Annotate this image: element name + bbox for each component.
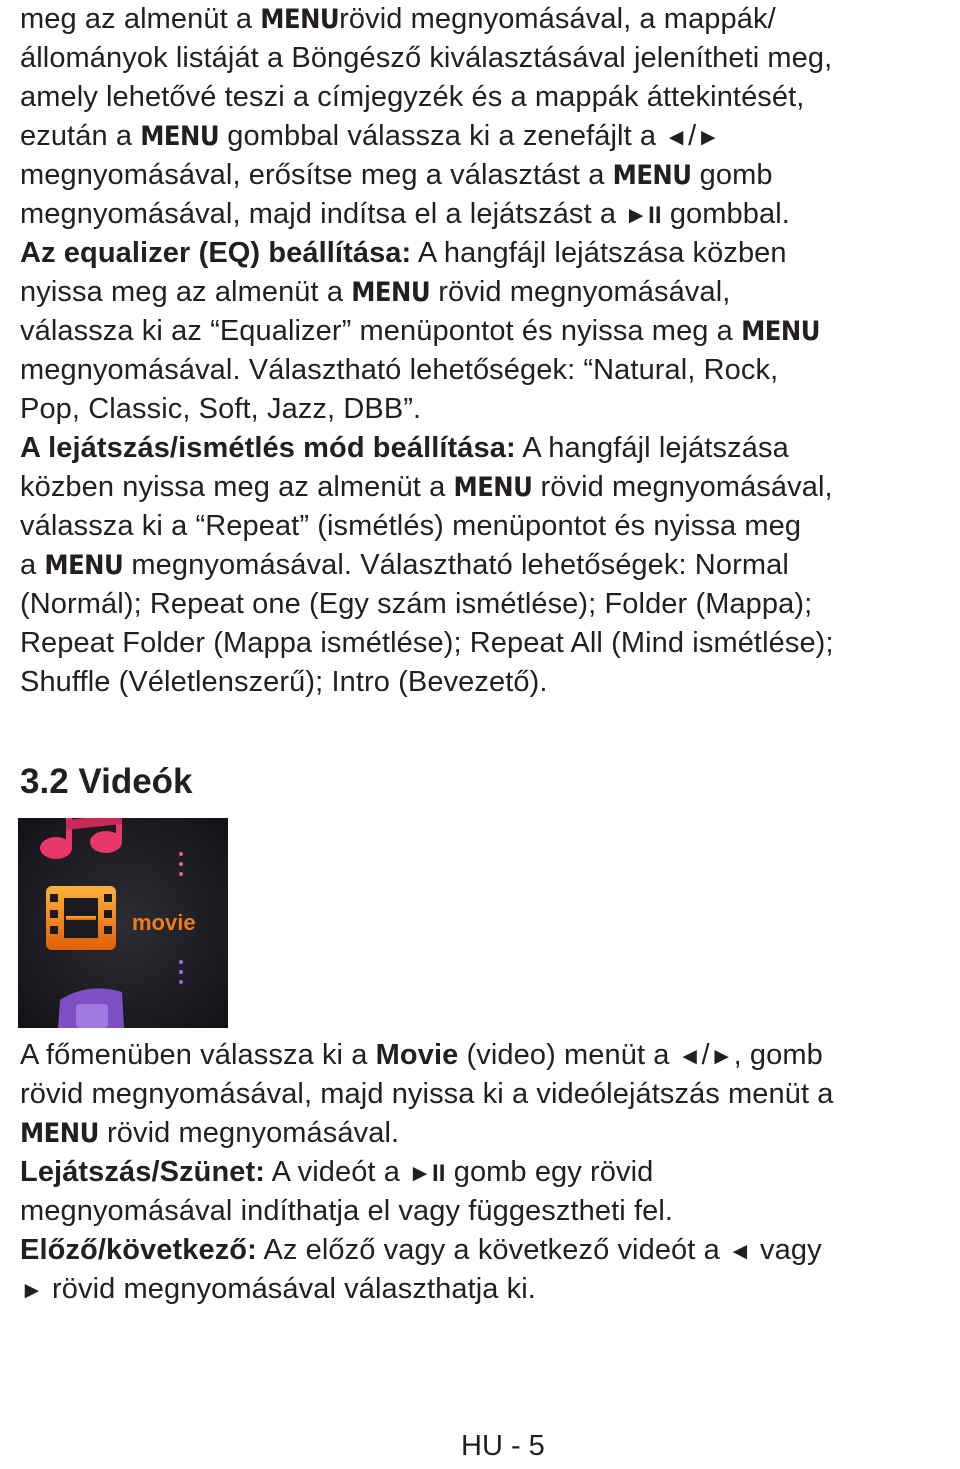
movie-label: movie xyxy=(132,910,196,935)
right-arrow-icon: ► xyxy=(20,1277,44,1304)
repeat-mode-heading: A lejátszás/ismétlés mód beállítása: xyxy=(20,432,516,464)
menu-key-symbol: MENU xyxy=(140,121,220,152)
text-line: Repeat Folder (Mappa ismétlése); Repeat All (Mind ismétlése); xyxy=(20,627,834,659)
text-line: Shuffle (Véletlenszerű); Intro (Bevezető). xyxy=(20,666,548,698)
text-line: megnyomásával. Választható lehetőségek: “Natural, Rock, xyxy=(20,354,779,386)
menu-key-symbol: MENU xyxy=(44,550,124,581)
text-line: A főmenüben válassza ki a Movie (video) menüt a ◄/►, gomb xyxy=(20,1039,823,1071)
right-arrow-icon: ► xyxy=(696,124,721,151)
left-arrow-icon: ◄ xyxy=(677,1043,702,1070)
text-line: rövid megnyomásával, majd nyissa ki a videólejátszás menüt a xyxy=(20,1078,834,1110)
text-line: közben nyissa meg az almenüt a MENU rövid megnyomásával, xyxy=(20,471,833,503)
text-line: MENU rövid megnyomásával. xyxy=(20,1117,400,1149)
menu-key-symbol: MENU xyxy=(453,472,533,503)
text-line: megnyomásával indíthatja el vagy függesztheti fel. xyxy=(20,1195,674,1227)
video-menu-screenshot xyxy=(18,818,228,1028)
play-pause-icon: ►II xyxy=(408,1160,446,1187)
menu-key-symbol: MENU xyxy=(612,160,692,191)
text-line: (Normál); Repeat one (Egy szám ismétlése); Folder (Mappa); xyxy=(20,588,813,620)
right-arrow-icon: ► xyxy=(709,1043,734,1070)
menu-key-symbol: MENU xyxy=(741,316,820,347)
play-pause-heading: Lejátszás/Szünet: xyxy=(20,1156,266,1188)
menu-key-symbol: MENU xyxy=(20,1118,99,1149)
film-strip-icon xyxy=(46,886,116,950)
menu-screen-graphic xyxy=(18,818,228,1028)
text-line: amely lehetővé teszi a címjegyzék és a mappák áttekintését, xyxy=(20,81,805,113)
text-line: nyissa meg az almenüt a MENU rövid megnyomásával, xyxy=(20,276,731,308)
text-line: Előző/következő: Az előző vagy a következő videót a ◄ vagy xyxy=(20,1234,822,1266)
left-arrow-icon: ◄ xyxy=(728,1238,752,1265)
text-line: állományok listáját a Böngésző kiválasztásával jelenítheti meg, xyxy=(20,42,833,74)
prev-next-heading: Előző/következő: xyxy=(20,1234,257,1266)
text-line: válassza ki a “Repeat” (ismétlés) menüpontot és nyissa meg xyxy=(20,510,802,542)
play-pause-icon: ►II xyxy=(624,202,662,229)
equalizer-heading: Az equalizer (EQ) beállítása: xyxy=(20,237,412,269)
text-line: Az equalizer (EQ) beállítása: A hangfájl lejátszása közben xyxy=(20,237,787,269)
text-line: Lejátszás/Szünet: A videót a ►II gomb egy rövid xyxy=(20,1156,654,1188)
text-line: Pop, Classic, Soft, Jazz, DBB”. xyxy=(20,393,422,425)
text-line: meg az almenüt a MENUrövid megnyomásával, a mappák/ xyxy=(20,3,776,35)
text-line: válassza ki az “Equalizer” menüpontot és nyissa meg a MENU xyxy=(20,315,820,347)
menu-key-symbol: MENU xyxy=(260,4,340,35)
text-line: ► rövid megnyomásával választhatja ki. xyxy=(20,1273,536,1305)
page-number: HU - 5 xyxy=(461,1430,545,1462)
text-line: megnyomásával, majd indítsa el a lejátszást a ►II gombbal. xyxy=(20,198,790,230)
text-line: ezután a MENU gombbal válassza ki a zenefájlt a ◄/► xyxy=(20,120,721,152)
text-line: megnyomásával, erősítse meg a választást a MENU gomb xyxy=(20,159,773,191)
text-line: a MENU megnyomásával. Választható lehetőségek: Normal xyxy=(20,549,789,581)
menu-key-symbol: MENU xyxy=(351,277,431,308)
text-line: A lejátszás/ismétlés mód beállítása: A hangfájl lejátszása xyxy=(20,432,789,464)
left-arrow-icon: ◄ xyxy=(664,124,689,151)
section-heading: 3.2 Videók xyxy=(20,762,193,801)
